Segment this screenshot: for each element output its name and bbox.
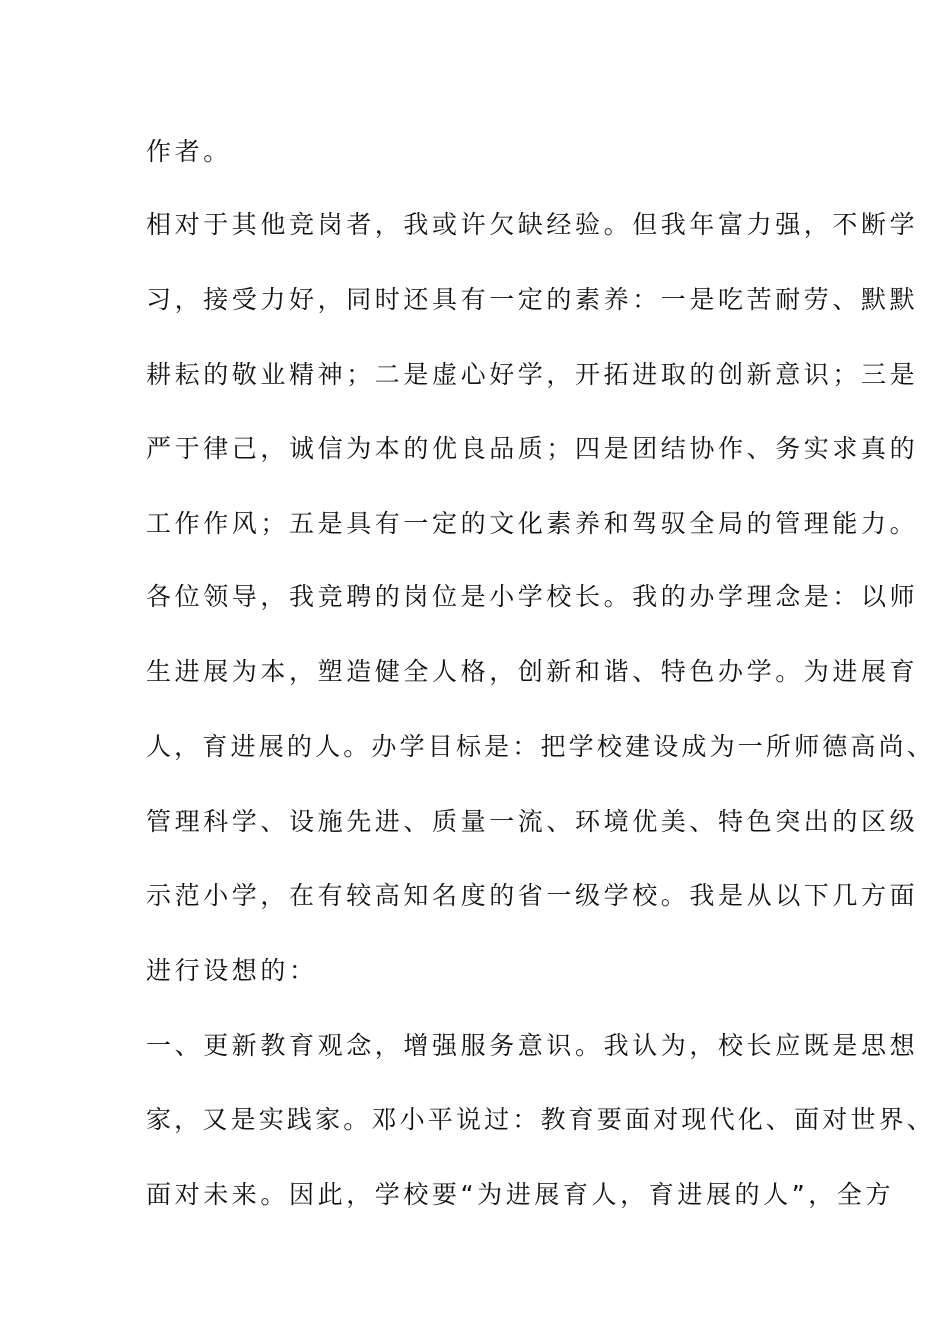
text-line: 一、更新教育观念，增强服务意识。我认为，校长应既是思想 <box>146 1031 919 1060</box>
text-line: 相对于其他竞岗者，我或许欠缺经验。但我年富力强，不断学 <box>146 210 919 239</box>
text-line: 面对未来。因此，学校要“为进展育人，育进展的人”，全方 <box>146 1180 895 1209</box>
text-line: 家，又是实践家。邓小平说过：教育要面对现代化、面对世界、 <box>146 1105 935 1134</box>
text-line: 严于律己，诚信为本的优良品质；四是团结协作、务实求真的 <box>146 434 919 463</box>
text-line: 人，育进展的人。办学目标是：把学校建设成为一所师德高尚、 <box>146 732 935 761</box>
text-line: 耕耘的敬业精神；二是虚心好学，开拓进取的创新意识；三是 <box>146 360 919 389</box>
text-line: 生进展为本，塑造健全人格，创新和谐、特色办学。为进展育 <box>146 657 919 686</box>
text-line: 作者。 <box>146 137 232 166</box>
text-line: 习，接受力好，同时还具有一定的素养：一是吃苦耐劳、默默 <box>146 285 919 314</box>
text-line: 进行设想的： <box>146 956 318 985</box>
text-line: 工作作风；五是具有一定的文化素养和驾驭全局的管理能力。 <box>146 509 919 538</box>
text-line: 管理科学、设施先进、质量一流、环境优美、特色突出的区级 <box>146 807 919 836</box>
text-line: 各位领导，我竞聘的岗位是小学校长。我的办学理念是：以师 <box>146 582 919 611</box>
text-line: 示范小学，在有较高知名度的省一级学校。我是从以下几方面 <box>146 881 919 910</box>
